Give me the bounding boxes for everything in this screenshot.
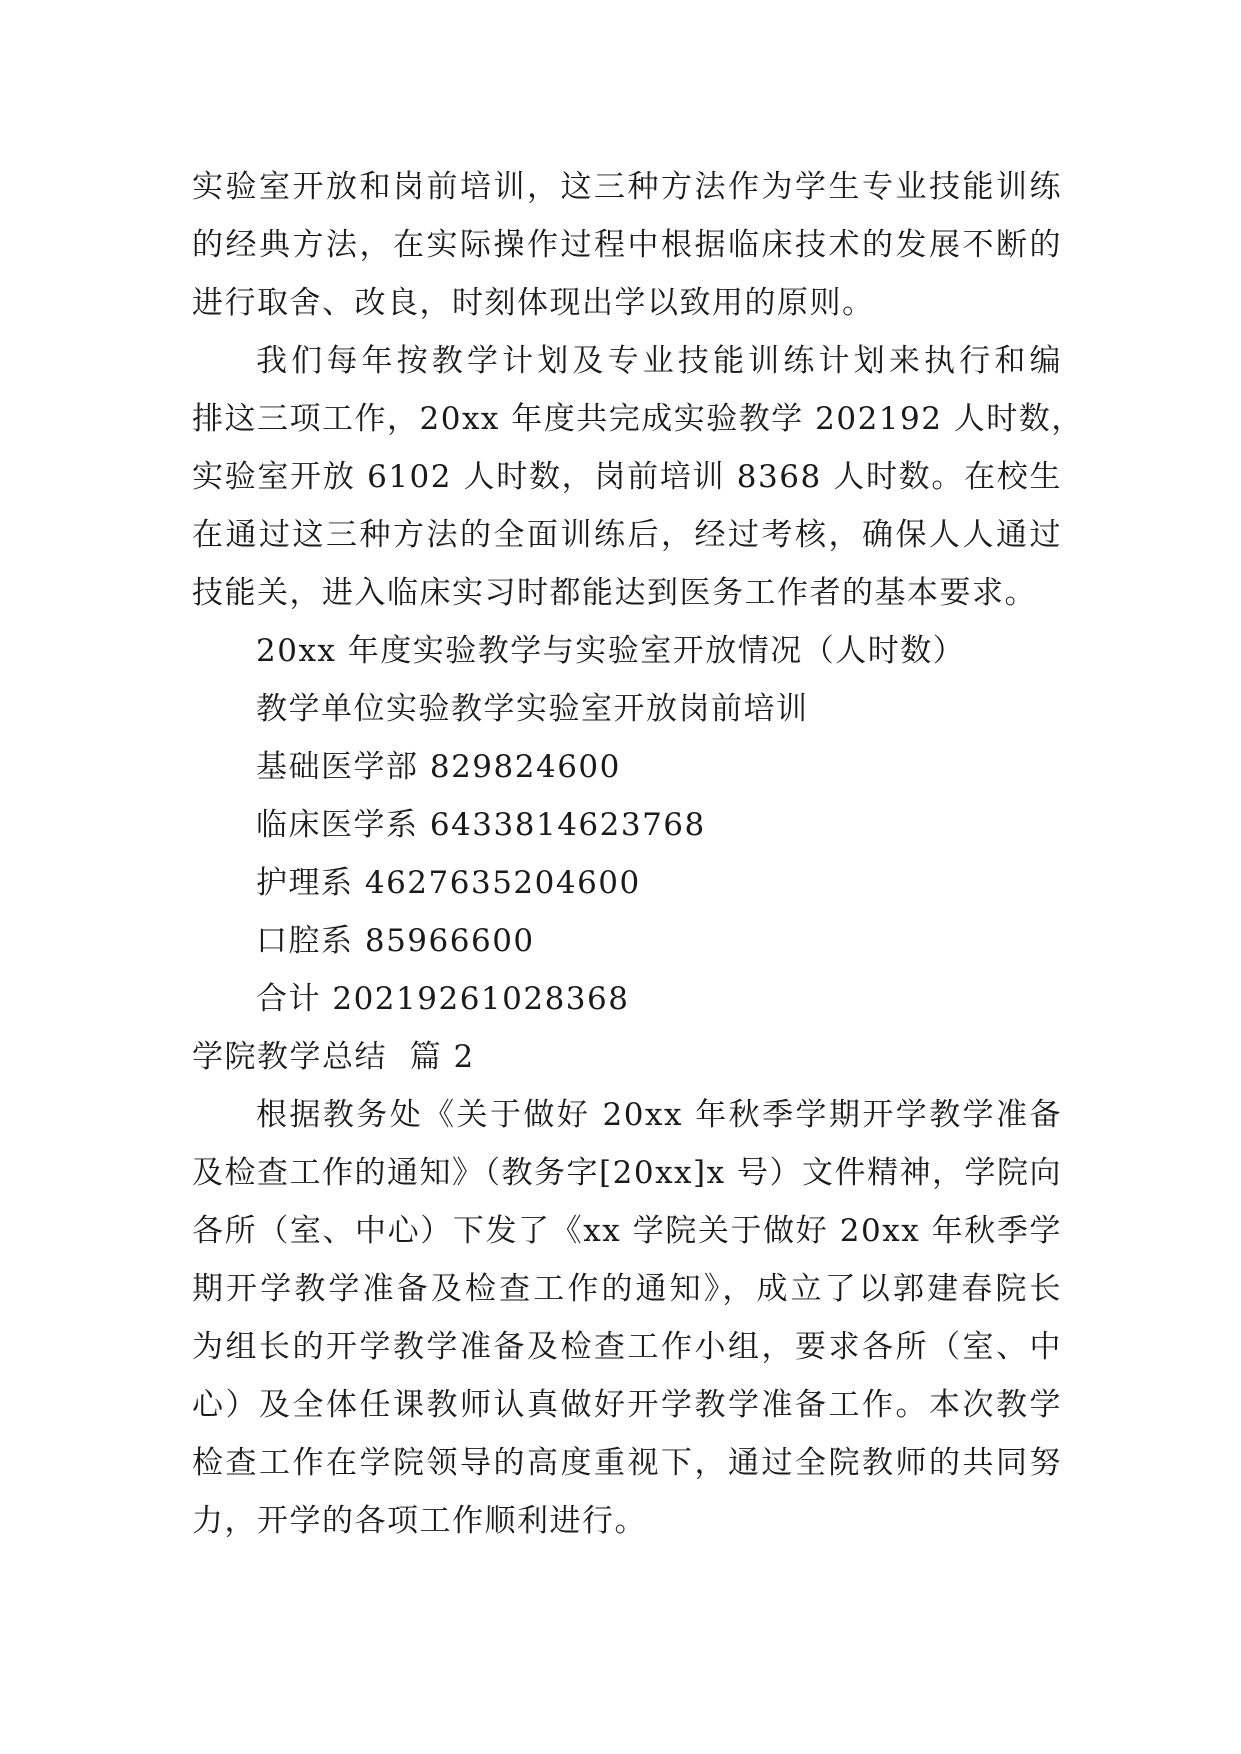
text-line: 进行取舍、改良，时刻体现出学以致用的原则。 xyxy=(192,285,875,321)
table-header: 教学单位实验教学实验室开放岗前培训 xyxy=(256,691,809,727)
text-line: 期开学教学准备及检查工作的通知》，成立了以郭建春院长 xyxy=(192,1271,1062,1307)
text-line: 力，开学的各项工作顺利进行。 xyxy=(192,1503,647,1539)
text-line: 根据教务处《关于做好 20xx 年秋季学期开学教学准备 xyxy=(256,1097,1062,1133)
text-line: 及检查工作的通知》（教务字[20xx]x 号）文件精神，学院向 xyxy=(192,1155,1062,1191)
paragraph-annual-work xyxy=(192,332,1084,622)
table-row: 口腔系 85966600 xyxy=(256,923,535,959)
text-line: 排这三项工作，20xx 年度共完成实验教学 202192 人时数， xyxy=(192,401,1084,437)
table-row: 临床医学系 6433814623768 xyxy=(256,807,706,843)
table-title: 20xx 年度实验教学与实验室开放情况（人时数） xyxy=(256,633,966,669)
table-row: 护理系 4627635204600 xyxy=(256,865,641,901)
text-line: 为组长的开学教学准备及检查工作小组，要求各所（室、中 xyxy=(192,1329,1062,1365)
text-line: 检查工作在学院领导的高度重视下，通过全院教师的共同努 xyxy=(192,1445,1062,1481)
paragraph-methods xyxy=(192,158,1062,332)
section-2 xyxy=(192,1028,1062,1550)
text-line: 我们每年按教学计划及专业技能训练计划来执行和编 xyxy=(256,343,1062,379)
text-line: 各所（室、中心）下发了《xx 学院关于做好 20xx 年秋季学 xyxy=(192,1213,1062,1249)
document-body xyxy=(192,158,1084,1550)
text-line: 技能关，进入临床实习时都能达到医务工作者的基本要求。 xyxy=(192,575,1037,611)
text-line: 在通过这三种方法的全面训练后，经过考核，确保人人通过 xyxy=(192,517,1062,553)
text-line: 的经典方法，在实际操作过程中根据临床技术的发展不断的 xyxy=(192,227,1062,263)
text-line: 实验室开放和岗前培训，这三种方法作为学生专业技能训练 xyxy=(192,169,1062,205)
section-heading: 学院教学总结 篇 2 xyxy=(192,1039,475,1075)
table-row: 基础医学部 829824600 xyxy=(256,749,621,785)
text-line: 实验室开放 6102 人时数，岗前培训 8368 人时数。在校生 xyxy=(192,459,1062,495)
stats-table-block xyxy=(192,622,1062,1028)
text-line: 心）及全体任课教师认真做好开学教学准备工作。本次教学 xyxy=(192,1387,1062,1423)
table-row: 合计 20219261028368 xyxy=(256,981,630,1017)
